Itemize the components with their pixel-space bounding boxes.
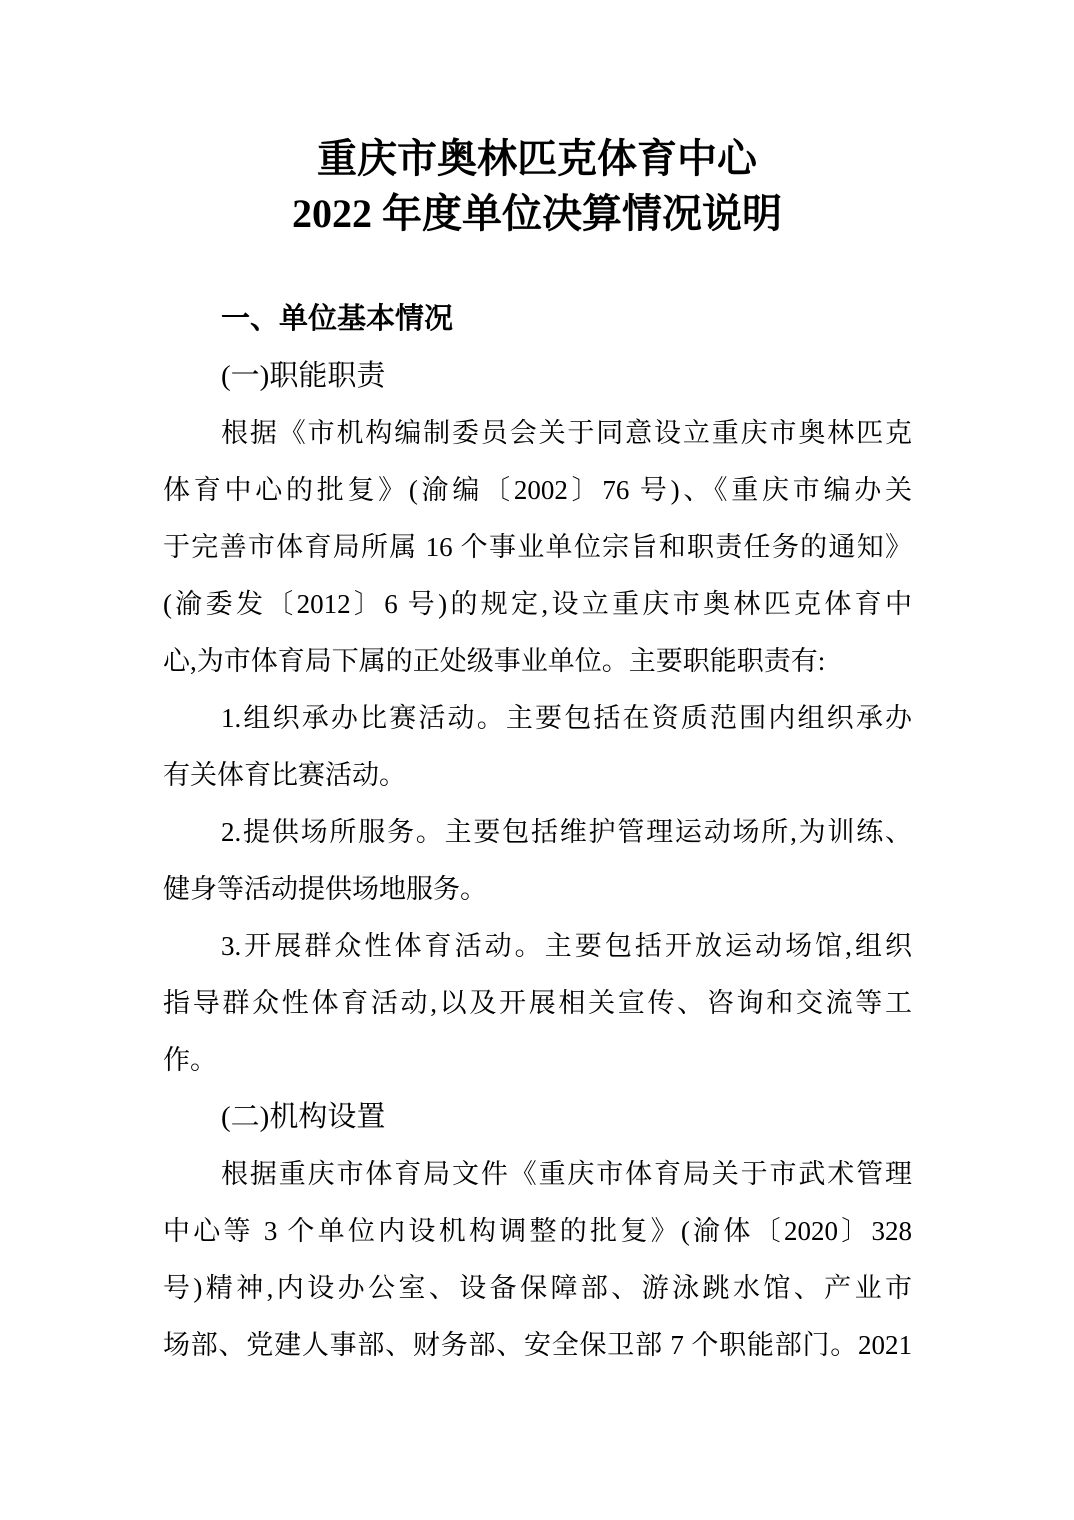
list-item-1-line: 1.组织承办比赛活动。主要包括在资质范围内组织承办 [221,703,912,733]
document-title-line-2: 2022 年度单位决算情况说明 [292,191,782,236]
list-item-3-line: 3.开展群众性体育活动。主要包括开放运动场馆,组织 [221,931,912,961]
paragraph-line: 于完善市体育局所属 16 个事业单位宗旨和职责任务的通知》 [163,532,912,562]
paragraph-line: 场部、党建人事部、财务部、安全保卫部 7 个职能部门。2021 [163,1330,912,1360]
document-title-line-1: 重庆市奥林匹克体育中心 [317,136,757,181]
list-item-1-line: 有关体育比赛活动。 [163,760,406,790]
list-item-2-line: 健身等活动提供场地服务。 [163,874,487,904]
paragraph-line: 中心等 3 个单位内设机构调整的批复》(渝体〔2020〕328 [163,1216,912,1246]
paragraph-line: 体育中心的批复》(渝编〔2002〕76 号)、《重庆市编办关 [163,475,912,505]
paragraph-line: 根据重庆市体育局文件《重庆市体育局关于市武术管理 [221,1159,912,1189]
document-title [0,0,1074,241]
list-item-2-line: 2.提供场所服务。主要包括维护管理运动场所,为训练、 [221,817,912,847]
paragraph-line: 根据《市机构编制委员会关于同意设立重庆市奥林匹克 [221,418,912,448]
list-item-3-line: 作。 [163,1045,217,1075]
subsection-heading-1-2: (二)机构设置 [221,1101,386,1133]
list-item-3-line: 指导群众性体育活动,以及开展相关宣传、咨询和交流等工 [163,988,912,1018]
paragraph-line: 心,为市体育局下属的正处级事业单位。主要职能职责有: [163,646,826,676]
document-body [163,291,912,1374]
paragraph-line: (渝委发〔2012〕6 号)的规定,设立重庆市奥林匹克体育中 [163,589,912,619]
subsection-heading-1-1: (一)职能职责 [221,360,386,392]
paragraph-line: 号)精神,内设办公室、设备保障部、游泳跳水馆、产业市 [163,1273,912,1303]
section-heading-1: 一、单位基本情况 [221,303,454,335]
